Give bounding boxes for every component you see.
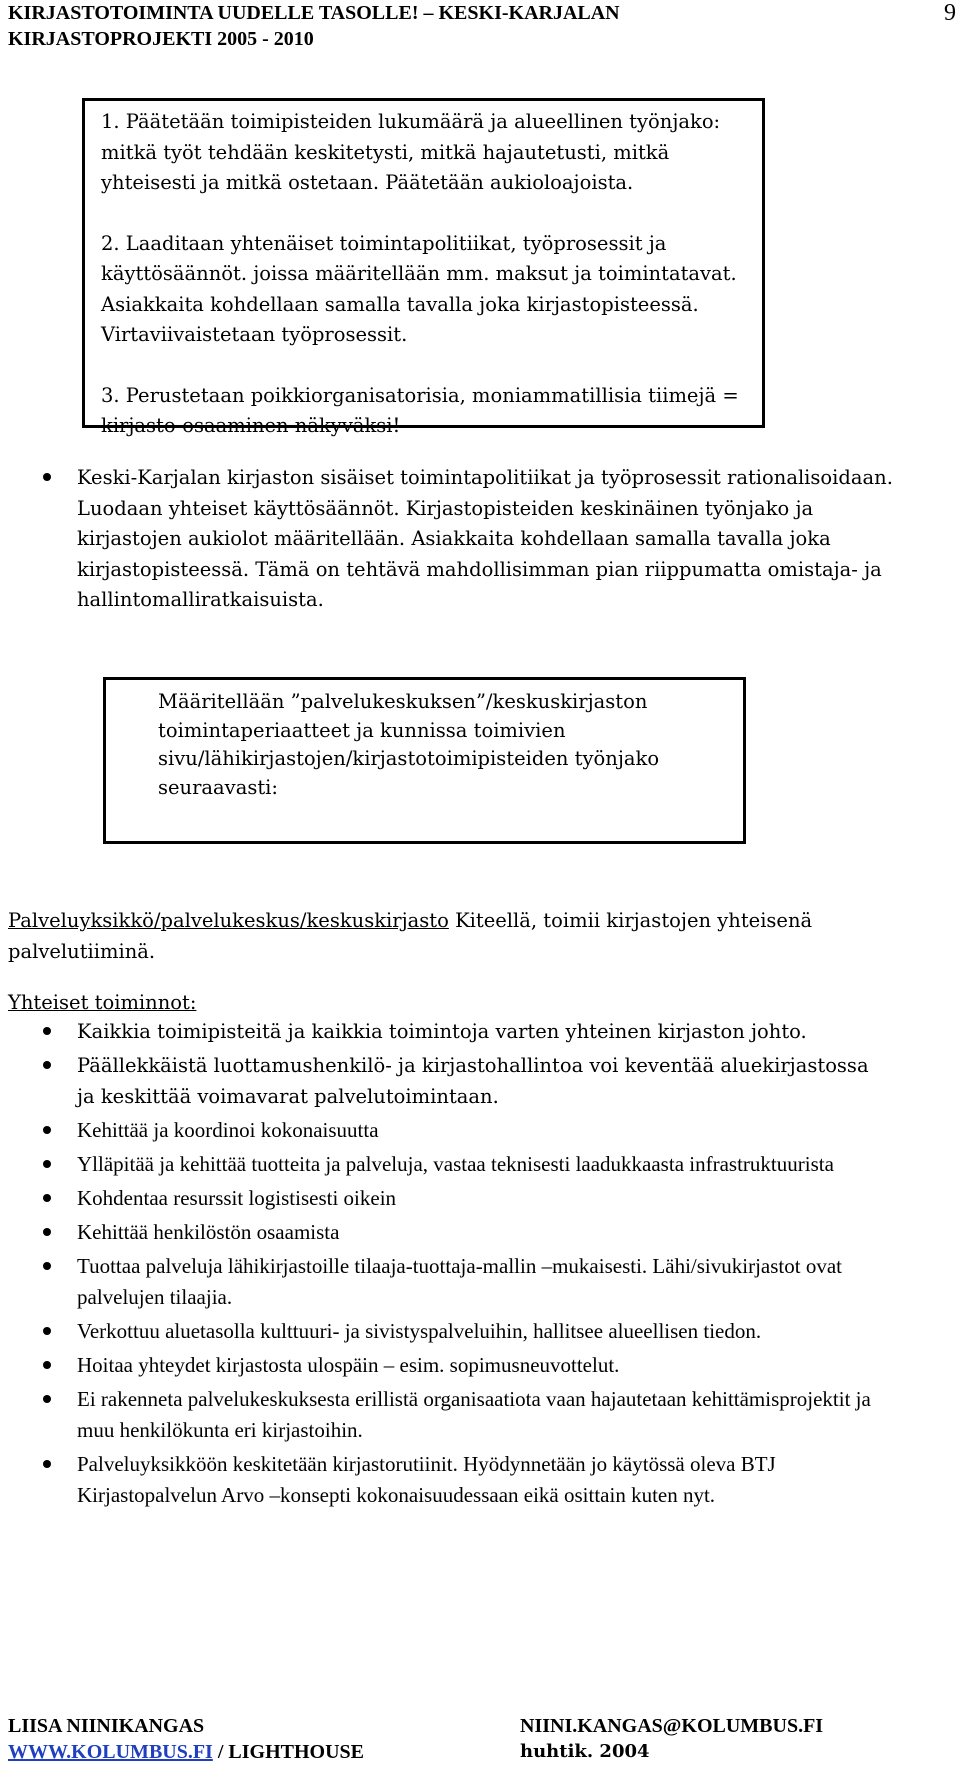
main-bullet-list <box>0 463 895 616</box>
common-functions-heading: Yhteiset toiminnot: <box>8 991 197 1014</box>
steps-box <box>82 98 765 437</box>
footer-site <box>8 1741 364 1764</box>
function-item: Hoitaa yhteydet kirjastosta ulospäin – esim. sopimusneuvottelut. <box>0 1350 875 1381</box>
footer-author: LIISA NIINIKANGAS <box>8 1715 205 1737</box>
function-item: Tuottaa palveluja lähikirjastoille tilaaja-tuottaja-mallin –mukaisesti. Lähi/sivukirjastot ovat palvelujen tilaajia. <box>0 1251 875 1313</box>
service-unit-label: Palveluyksikkö/palvelukeskus/keskuskirjasto <box>8 909 449 932</box>
page-number: 9 <box>944 0 956 26</box>
function-item: Palveluyksikköön keskitetään kirjastorutiinit. Hyödynnetään jo käytössä oleva BTJ Kirjastopalvelun Arvo –konsepti kokonaisuudessaan eikä osittain kuten nyt. <box>0 1449 875 1511</box>
service-unit-paragraph <box>8 905 838 967</box>
step-3: 3. Perustetaan poikkiorganisatorisia, moniammatillisia tiimejä = kirjasto-osaaminen näkyväksi! <box>101 383 739 437</box>
function-item: Kehittää henkilöstön osaamista <box>0 1217 875 1248</box>
service-unit-description: Kiteellä, toimii kirjastojen yhteisenä palvelutiiminä. <box>8 909 813 963</box>
website-link[interactable]: WWW.KOLUMBUS.FI <box>8 1741 213 1763</box>
footer-email: NIINI.KANGAS@KOLUMBUS.FI <box>520 1715 824 1737</box>
footer-date: huhtik. 2004 <box>520 1741 650 1762</box>
header-title-line1: KIRJASTOTOIMINTA UUDELLE TASOLLE! – KESKI-KARJALAN <box>8 2 620 24</box>
function-item: Kehittää ja koordinoi kokonaisuutta <box>0 1115 875 1146</box>
main-bullet-item: Keski-Karjalan kirjaston sisäiset toimintapolitiikat ja työprosessit rationalisoidaan. Luodaan yhteiset käyttösäännöt. Kirjastopisteiden keskinäinen työnjako ja kirjastojen aukiolot määritellään. Asiakkaita kohdellaan samalla tavalla joka kirjastopisteessä. Tämä on tehtävä mahdollisimman pian riippumatta omistaja- ja hallintomalliratkaisuista. <box>0 463 895 616</box>
function-item: Verkottuu aluetasolla kulttuuri- ja sivistyspalveluihin, hallitsee alueellisen tiedon. <box>0 1316 875 1347</box>
definition-box <box>103 677 746 844</box>
site-suffix: / LIGHTHOUSE <box>212 1741 364 1763</box>
step-1: 1. Päätetään toimipisteiden lukumäärä ja alueellinen työnjako: mitkä työt tehdään keskitetysti, mitkä hajautetusti, mitkä yhteisesti ja mitkä ostetaan. Päätetään aukioloajoista. <box>101 110 721 194</box>
step-2: 2. Laaditaan yhtenäiset toimintapolitiikat, työprosessit ja käyttösäännöt. joissa määritellään mm. maksut ja toimintatavat. Asiakkaita kohdellaan samalla tavalla joka kirjastopisteessä. Virtaviivaistetaan työprosessit. <box>101 231 737 346</box>
function-item: Kohdentaa resurssit logistisesti oikein <box>0 1183 875 1214</box>
function-item: Ei rakenneta palvelukeskuksesta erillistä organisaatiota vaan hajautetaan kehittämisprojektit ja muu henkilökunta eri kirjastoihin. <box>0 1384 875 1446</box>
function-item: Ylläpitää ja kehittää tuotteita ja palveluja, vastaa teknisesti laadukkaasta infrastruktuurista <box>0 1149 875 1180</box>
function-item: Kaikkia toimipisteitä ja kaikkia toimintoja varten yhteinen kirjaston johto. <box>0 1016 875 1047</box>
definition-text: Määritellään ”palvelukeskuksen”/keskuskirjaston toimintaperiaatteet ja kunnissa toimivien sivu/lähikirjastojen/kirjastotoimipisteiden työnjako seuraavasti: <box>158 690 660 799</box>
header-title <box>8 0 620 52</box>
common-functions-list <box>0 1016 875 1514</box>
function-item: Päällekkäistä luottamushenkilö- ja kirjastohallintoa voi keventää aluekirjastossa ja keskittää voimavarat palvelutoimintaan. <box>0 1050 875 1112</box>
header-title-line2: KIRJASTOPROJEKTI 2005 - 2010 <box>8 28 314 50</box>
